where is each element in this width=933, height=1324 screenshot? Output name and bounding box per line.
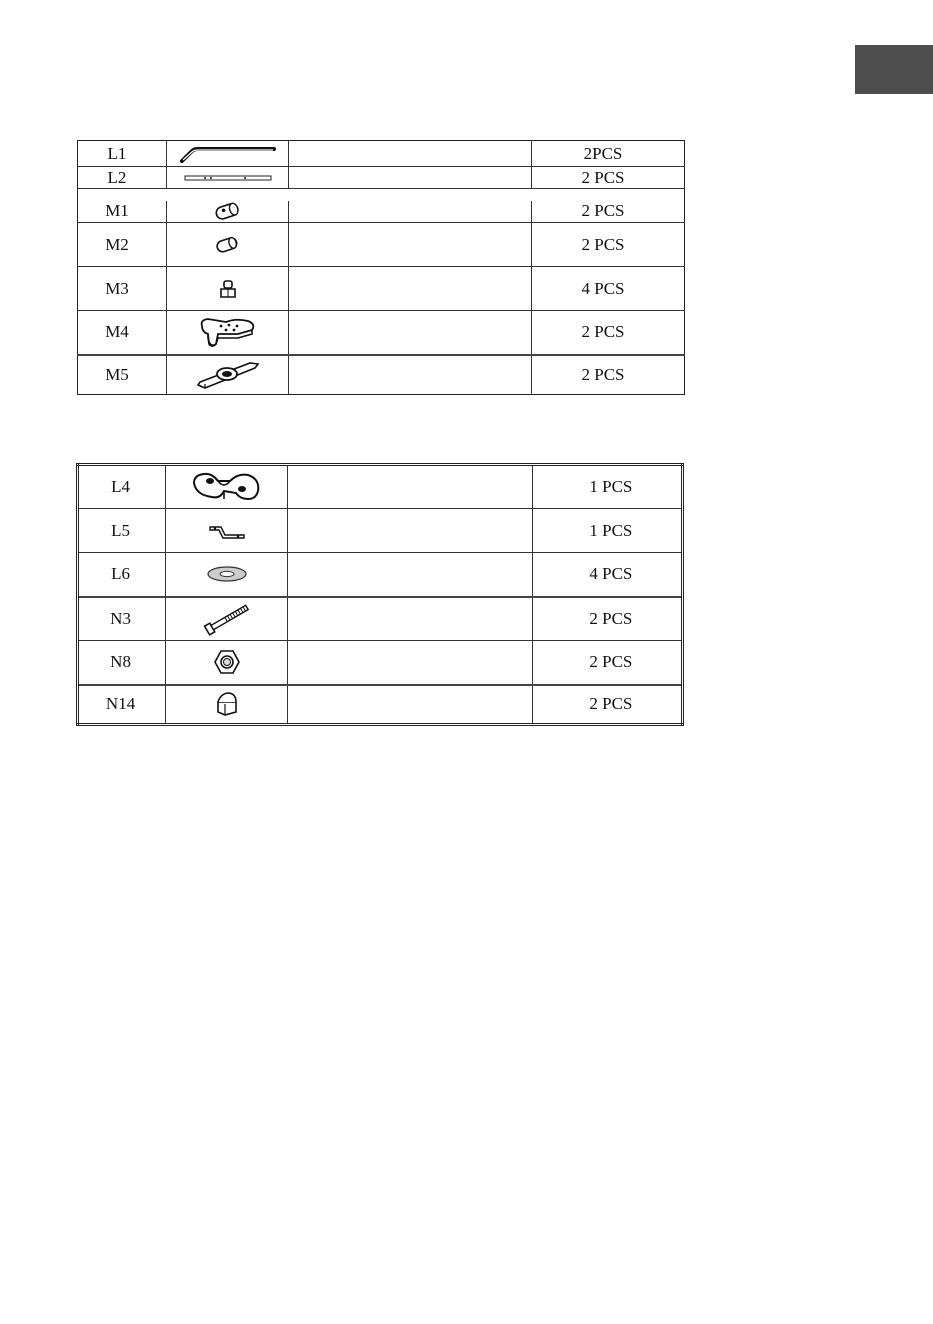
clamp-icon	[166, 465, 288, 509]
table-row	[78, 597, 683, 641]
part-description	[289, 223, 532, 267]
part-description	[288, 465, 532, 509]
part-code: M2	[78, 223, 167, 267]
part-quantity: 2 PCS	[532, 167, 685, 189]
part-quantity: 1 PCS	[532, 509, 682, 553]
bent-strap-icon	[166, 509, 288, 553]
part-code: L2	[78, 167, 167, 189]
part-quantity: 4 PCS	[532, 553, 682, 597]
table-row	[78, 223, 685, 267]
bolt-icon	[166, 597, 288, 641]
hex-nut-icon	[166, 641, 288, 685]
part-quantity: 2 PCS	[532, 597, 682, 641]
part-quantity: 2PCS	[532, 141, 685, 167]
table-row	[78, 465, 683, 509]
part-code: N14	[78, 685, 166, 725]
table-row	[78, 201, 685, 223]
part-quantity: 1 PCS	[532, 465, 682, 509]
part-quantity: 2 PCS	[532, 355, 685, 395]
parts-table-2	[76, 463, 684, 726]
table-row	[78, 509, 683, 553]
part-code: M5	[78, 355, 167, 395]
part-code: L4	[111, 477, 131, 496]
table-row	[78, 167, 685, 189]
acorn-nut-icon	[166, 685, 288, 725]
part-code: M3	[78, 267, 167, 311]
language-tab	[855, 45, 933, 94]
pivot-bracket-icon	[167, 355, 289, 395]
part-description	[288, 641, 532, 685]
part-quantity: 2 PCS	[532, 685, 682, 725]
part-code: M4	[78, 311, 167, 355]
part-description	[289, 201, 532, 223]
table-row	[78, 311, 685, 355]
part-code: L6	[78, 553, 166, 597]
part-quantity: 2 PCS	[532, 201, 685, 223]
cap-nut-icon	[167, 267, 289, 311]
part-description	[289, 167, 532, 189]
part-quantity: 2 PCS	[532, 223, 685, 267]
sleeve-with-hole-icon	[167, 201, 289, 223]
bent-rod-icon	[167, 141, 289, 167]
part-description	[289, 355, 532, 395]
part-description	[288, 509, 532, 553]
part-code: L1	[107, 143, 127, 163]
part-description	[289, 311, 532, 355]
table-row	[78, 355, 685, 395]
part-description	[288, 685, 532, 725]
table-row	[78, 141, 685, 167]
table-row	[78, 685, 683, 725]
part-quantity: 4 PCS	[532, 267, 685, 311]
table-row	[78, 553, 683, 597]
part-description	[289, 267, 532, 311]
part-code: N3	[78, 597, 166, 641]
part-quantity: 2 PCS	[532, 641, 682, 685]
part-description	[289, 141, 532, 167]
table-gap	[78, 189, 685, 201]
part-code: M1	[105, 201, 129, 221]
table-row	[78, 641, 683, 685]
mounting-plate-icon	[167, 311, 289, 355]
part-description	[288, 597, 532, 641]
washer-icon	[166, 553, 288, 597]
part-code: L5	[78, 509, 166, 553]
flat-bar-icon	[167, 167, 289, 189]
part-quantity: 2 PCS	[532, 311, 685, 355]
cylinder-sleeve-icon	[167, 223, 289, 267]
part-description	[288, 553, 532, 597]
part-code: N8	[78, 641, 166, 685]
parts-table-1	[77, 140, 685, 395]
table-row	[78, 267, 685, 311]
